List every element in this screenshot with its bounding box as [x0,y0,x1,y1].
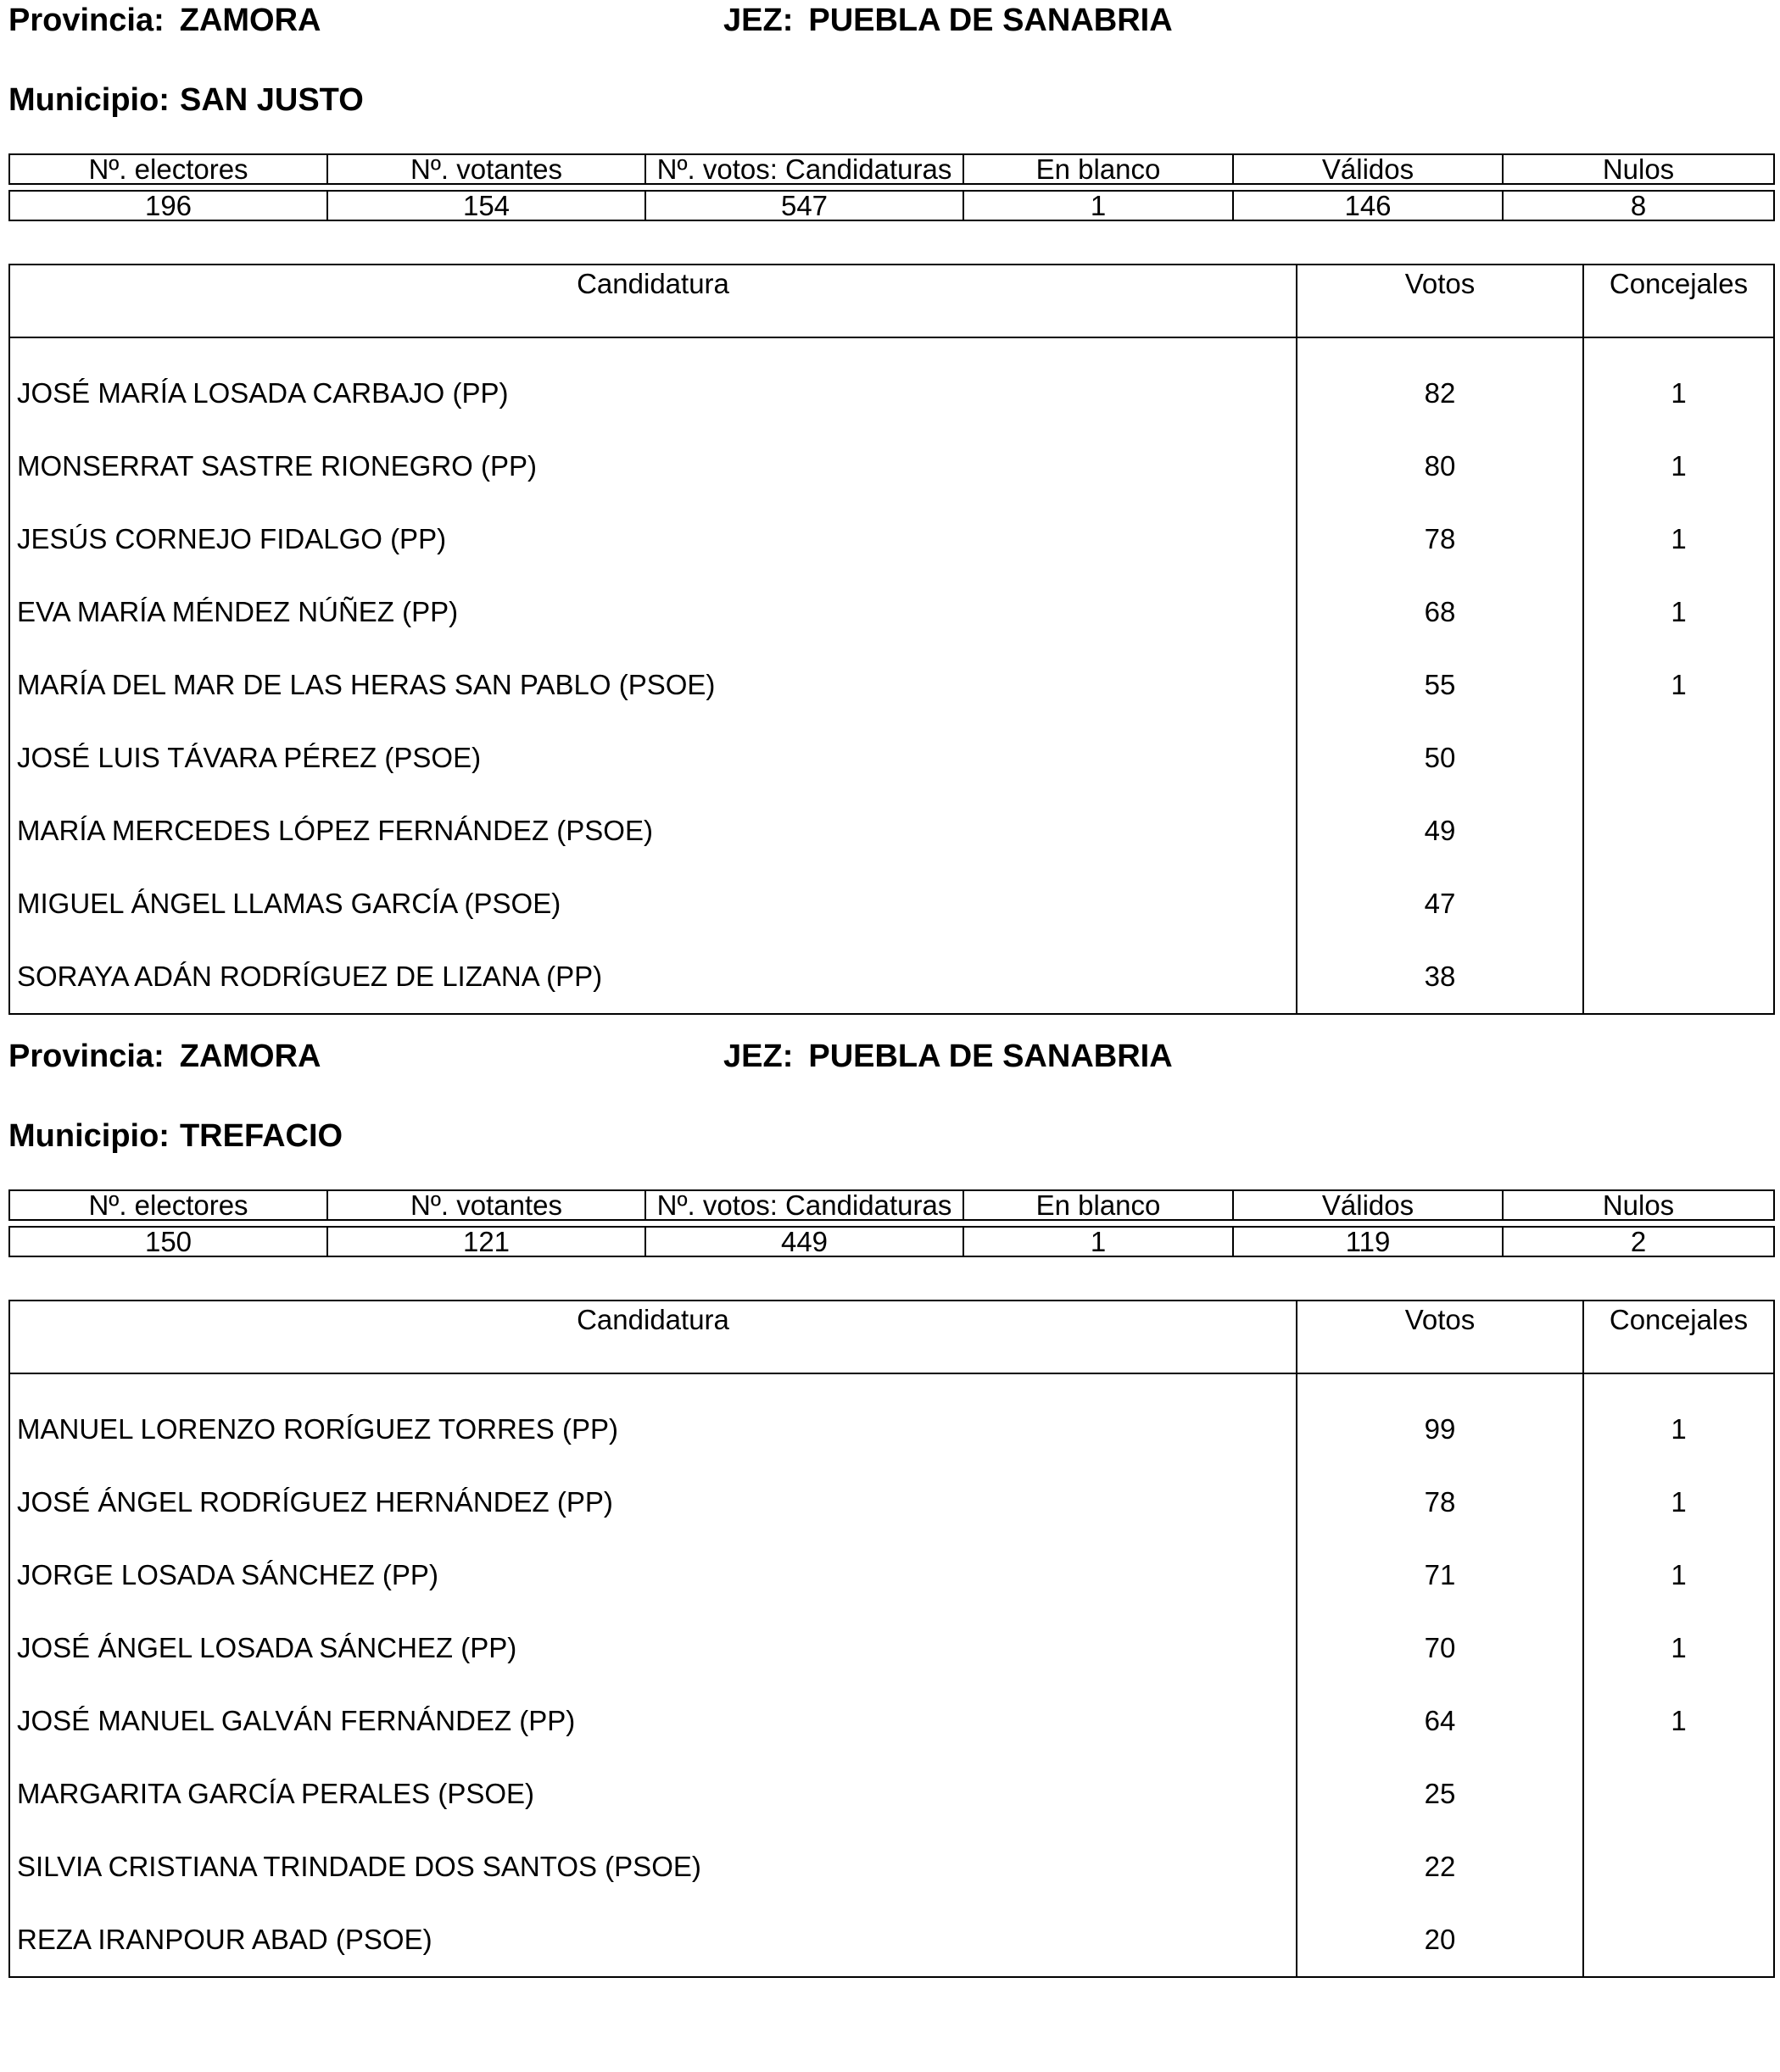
candidate-concejales [1583,1830,1774,1903]
candidate-concejales: 1 [1583,357,1774,430]
candidate-name: MARÍA MERCEDES LÓPEZ FERNÁNDEZ (PSOE) [9,794,1297,867]
header-concejales: Concejales [1583,265,1774,337]
candidate-name: MIGUEL ÁNGEL LLAMAS GARCÍA (PSOE) [9,867,1297,940]
header-votos-candidaturas: Nº. votos: Candidaturas [645,1190,963,1220]
value-votos-candidaturas: 547 [645,191,963,220]
summary-values-row [9,191,1774,220]
header-electores: Nº. electores [9,154,327,184]
candidates-header-row [9,265,1774,337]
jez-heading [723,2,1173,39]
candidate-concejales: 1 [1583,503,1774,576]
jez-heading [723,1038,1173,1075]
candidate-concejales: 1 [1583,1685,1774,1757]
candidate-concejales: 1 [1583,1393,1774,1466]
candidate-votos: 47 [1297,867,1583,940]
header-votantes: Nº. votantes [327,154,645,184]
candidate-concejales: 1 [1583,649,1774,721]
table-row [9,1685,1774,1757]
candidates-table [8,264,1775,1015]
value-validos: 146 [1233,191,1503,220]
candidate-votos: 38 [1297,940,1583,1014]
summary-values-row [9,1227,1774,1256]
value-en-blanco: 1 [963,1227,1233,1256]
candidate-votos: 71 [1297,1539,1583,1612]
candidate-concejales: 1 [1583,430,1774,503]
value-nulos: 8 [1503,191,1774,220]
summary-header-row [9,1190,1774,1220]
table-row [9,1393,1774,1466]
value-votantes: 154 [327,191,645,220]
candidate-votos: 25 [1297,1757,1583,1830]
spacer-row [9,337,1774,357]
candidate-votos: 49 [1297,794,1583,867]
table-row [9,721,1774,794]
candidate-name: MANUEL LORENZO RORÍGUEZ TORRES (PP) [9,1393,1297,1466]
header-validos: Válidos [1233,154,1503,184]
table-row [9,867,1774,940]
candidate-name: JOSÉ MARÍA LOSADA CARBAJO (PP) [9,357,1297,430]
header-votos-candidaturas: Nº. votos: Candidaturas [645,154,963,184]
candidate-name: JORGE LOSADA SÁNCHEZ (PP) [9,1539,1297,1612]
summary-header-table [8,1189,1775,1221]
candidate-name: REZA IRANPOUR ABAD (PSOE) [9,1903,1297,1977]
spacer-row [9,1373,1774,1393]
table-row [9,1903,1774,1977]
header-candidatura: Candidatura [9,1301,1297,1373]
municipio-value: SAN JUSTO [179,82,364,118]
summary-values-table [8,190,1775,221]
table-row [9,1757,1774,1830]
municipio-heading [8,1117,343,1155]
summary-values-table [8,1226,1775,1257]
header-en-blanco: En blanco [963,154,1233,184]
summary-header-table [8,153,1775,185]
value-votantes: 121 [327,1227,645,1256]
candidate-concejales [1583,867,1774,940]
table-row [9,1466,1774,1539]
candidate-name: JOSÉ LUIS TÁVARA PÉREZ (PSOE) [9,721,1297,794]
header-nulos: Nulos [1503,154,1774,184]
candidate-votos: 20 [1297,1903,1583,1977]
header-nulos: Nulos [1503,1190,1774,1220]
table-row [9,576,1774,649]
table-row [9,649,1774,721]
jez-value: PUEBLA DE SANABRIA [808,1039,1173,1074]
value-votos-candidaturas: 449 [645,1227,963,1256]
table-row [9,357,1774,430]
value-nulos: 2 [1503,1227,1774,1256]
municipio-section-2 [0,1036,1780,2072]
candidate-name: MARÍA DEL MAR DE LAS HERAS SAN PABLO (PSOE) [9,649,1297,721]
candidate-concejales: 1 [1583,1539,1774,1612]
candidate-name: SILVIA CRISTIANA TRINDADE DOS SANTOS (PSOE) [9,1830,1297,1903]
summary-header-row [9,154,1774,184]
candidate-concejales [1583,1757,1774,1830]
candidate-votos: 64 [1297,1685,1583,1757]
candidate-votos: 78 [1297,503,1583,576]
candidate-concejales: 1 [1583,1466,1774,1539]
candidate-concejales: 1 [1583,1612,1774,1685]
municipio-value: TREFACIO [179,1118,343,1154]
value-electores: 150 [9,1227,327,1256]
provincia-label: Provincia: [8,3,165,38]
table-row [9,430,1774,503]
value-validos: 119 [1233,1227,1503,1256]
candidate-votos: 55 [1297,649,1583,721]
table-row [9,1539,1774,1612]
candidate-name: JOSÉ ÁNGEL LOSADA SÁNCHEZ (PP) [9,1612,1297,1685]
header-electores: Nº. electores [9,1190,327,1220]
table-row [9,794,1774,867]
candidate-concejales [1583,940,1774,1014]
value-electores: 196 [9,191,327,220]
candidate-name: SORAYA ADÁN RODRÍGUEZ DE LIZANA (PP) [9,940,1297,1014]
table-row [9,1830,1774,1903]
header-candidatura: Candidatura [9,265,1297,337]
candidate-concejales [1583,721,1774,794]
municipio-label: Municipio: [8,1118,170,1154]
municipio-label: Municipio: [8,82,170,118]
header-concejales: Concejales [1583,1301,1774,1373]
candidate-name: MARGARITA GARCÍA PERALES (PSOE) [9,1757,1297,1830]
provincia-heading [8,1038,321,1075]
candidate-votos: 50 [1297,721,1583,794]
candidate-name: EVA MARÍA MÉNDEZ NÚÑEZ (PP) [9,576,1297,649]
provincia-value: ZAMORA [179,1039,321,1074]
candidate-concejales [1583,794,1774,867]
header-en-blanco: En blanco [963,1190,1233,1220]
header-votantes: Nº. votantes [327,1190,645,1220]
candidate-name: MONSERRAT SASTRE RIONEGRO (PP) [9,430,1297,503]
candidates-table [8,1300,1775,1978]
header-votos: Votos [1297,265,1583,337]
provincia-value: ZAMORA [179,3,321,38]
candidate-name: JOSÉ MANUEL GALVÁN FERNÁNDEZ (PP) [9,1685,1297,1757]
candidate-votos: 70 [1297,1612,1583,1685]
candidate-votos: 80 [1297,430,1583,503]
candidate-votos: 99 [1297,1393,1583,1466]
provincia-heading [8,2,321,39]
jez-value: PUEBLA DE SANABRIA [808,3,1173,38]
header-validos: Válidos [1233,1190,1503,1220]
municipio-heading [8,81,364,119]
candidate-votos: 22 [1297,1830,1583,1903]
jez-label: JEZ: [723,1039,794,1074]
table-row [9,940,1774,1014]
jez-label: JEZ: [723,3,794,38]
candidate-votos: 68 [1297,576,1583,649]
candidate-votos: 78 [1297,1466,1583,1539]
table-row [9,1612,1774,1685]
candidates-header-row [9,1301,1774,1373]
candidate-concejales: 1 [1583,576,1774,649]
header-votos: Votos [1297,1301,1583,1373]
candidate-name: JOSÉ ÁNGEL RODRÍGUEZ HERNÁNDEZ (PP) [9,1466,1297,1539]
candidate-name: JESÚS CORNEJO FIDALGO (PP) [9,503,1297,576]
value-en-blanco: 1 [963,191,1233,220]
candidate-concejales [1583,1903,1774,1977]
table-row [9,503,1774,576]
provincia-label: Provincia: [8,1039,165,1074]
candidate-votos: 82 [1297,357,1583,430]
